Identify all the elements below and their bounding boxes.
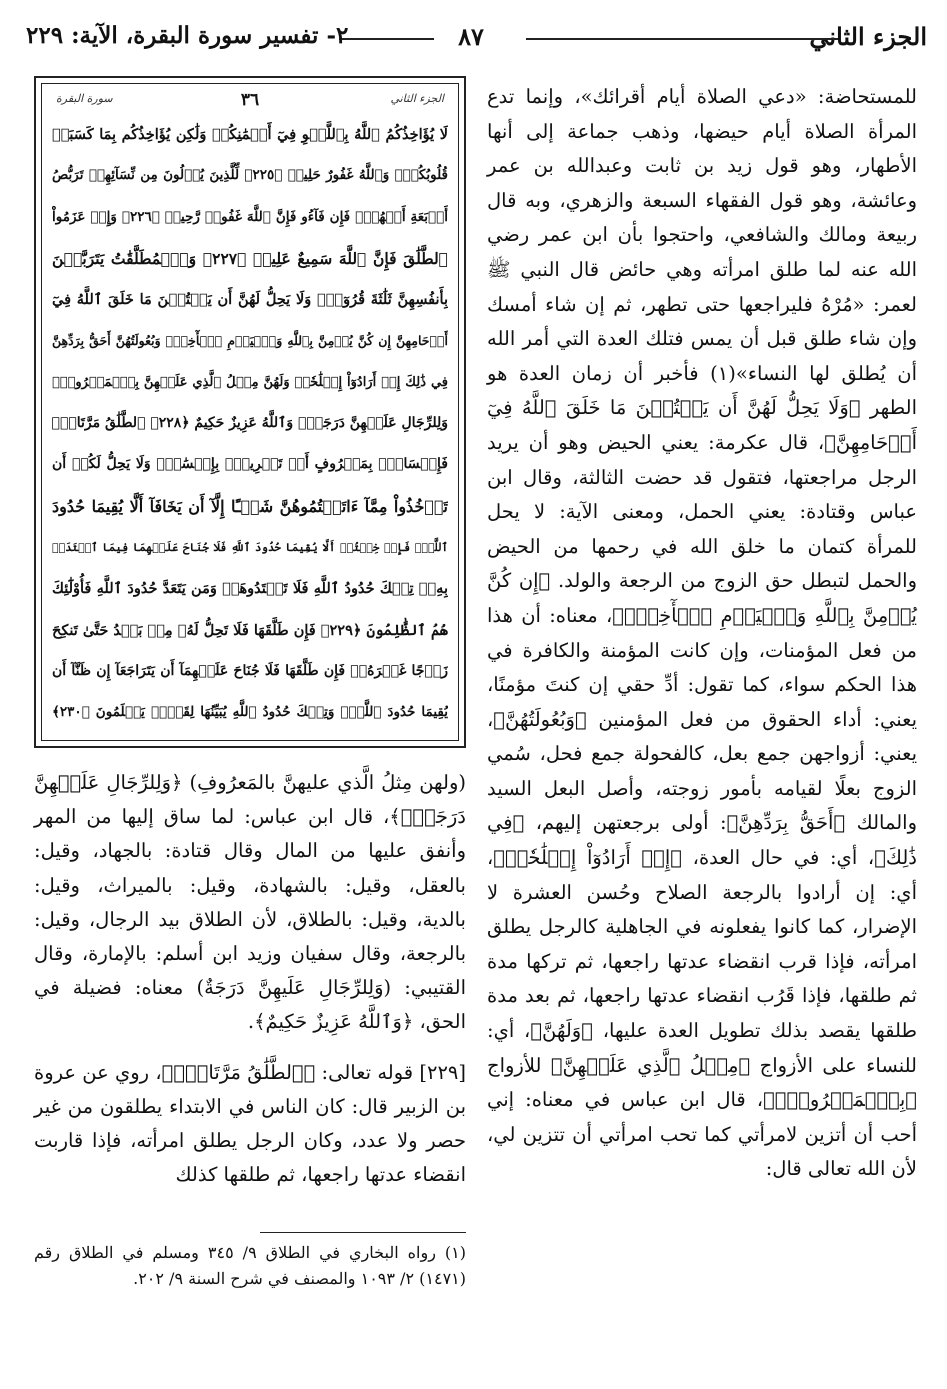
quran-page-number: ٣٦: [240, 90, 260, 110]
page-header: [26, 22, 927, 56]
quran-line: فِي ذَٰلِكَ إِنۡ أَرَادُوٓاْ إِصۡلَٰحٗاۚ وَلَهُنَّ مِثۡلُ ٱلَّذِي عَلَيۡهِنَّ بِٱلۡمَعۡرُوفِۚ: [52, 374, 448, 390]
commentary-paragraph: للمستحاضة: «دعي الصلاة أيام أقرائك»، وإنما تدع المرأة الصلاة أيام حيضها، وذهب جماعة إلى أنها الأطهار، وهو قول زيد بن ثابت وعبدالله بن عمر وعائشة، وهو قول الفقهاء السبعة والزهري، وبه قال ربيعة ومالك والشافعي، واحتجوا بأن ابن عمر رضي الله عنه لما طلق امرأته وهي حائض قال النبي ﷺ لعمر: «مُرْهُ فليراجعها حتى تطهر، ثم إن شاء أمسك وإن شاء طلق قبل أن يمس فتلك العدة التي أمر الله أن يُطلق لها النساء»(١) فأخبر أن زمان العدة هو الطهر ﴿وَلَا يَحِلُّ لَهُنَّ أَن يَكۡتُمۡنَ مَا خَلَقَ ٱللَّهُ فِيٓ أَرۡحَامِهِنَّ﴾، قال عكرمة: يعني الحيض وهو أن يريد الرجل مراجعتها، فتقول قد حضت الثالثة، وقال ابن عباس وقتادة: يعني الحمل، ومعنى الآية: لا يحل للمرأة كتمان ما خلق الله في رحمها من الحيض والحمل لتبطل حق الزوج من الرجعة والولد. ﴿إِن كُنَّ يُؤۡمِنَّ بِٱللَّهِ وَٱلۡيَوۡمِ ٱلۡأٓخِرِۚ﴾، معناه: أن هذا من فعل المؤمنات، وإن كانت المؤمنة والكافرة في هذا الحكم سواء، كما تقول: أدِّ حقي إن كنتَ مؤمنًا، يعني: أداء الحقوق من فعل المؤمنين ﴿وَبُعُولَتُهُنَّ﴾، يعني: أزواجهن جمع بعل، كالفحولة جمع فحل، سُمي الزوج بعلًا لقيامه بأمور زوجته، وأصل البعل السيد والمالك ﴿أَحَقُّ بِرَدِّهِنَّ﴾: أولى برجعتهن إليهم، ﴿فِي ذَٰلِكَ﴾، أي: في حال العدة، ﴿إِنۡ أَرَادُوٓاْ إِصۡلَٰحٗاۚ﴾، أي: إن أرادوا بالرجعة الصلاح وحُسن العشرة لا الإضرار، كما كانوا يفعلونه في الجاهلية كالرجل يطلق امرأته، فإذا قرب انقضاء عدتها راجعها، ثم تركها مدة ثم طلقها، فإذا قَرُب انقضاء عدتها راجعها، ثم بعد مدة طلقها يقصد بذلك تطويل العدة عليها، ﴿وَلَهُنَّ﴾، أي: للنساء على الأزواج ﴿مِثۡلُ ٱلَّذِي عَلَيۡهِنَّ﴾ للأزواج ﴿بِٱلۡمَعۡرُوفِۚ﴾، قال ابن عباس في معناه: إني أحب أن أتزين لامرأتي كما تحب امرأتي أن تتزين لي، لأن الله تعالى قال:: [487, 85, 917, 1181]
header-rule-left: [339, 38, 434, 40]
commentary-paragraph-1: (ولهن مِثلُ الَّذي عليهنَّ بالمَعرُوفِ) ﴿وَلِلرِّجَالِ عَلَيۡهِنَّ دَرَجَةٞۗ﴾، قال ابن عباس: لما ساق إليها من المهر وأنفق عليها من المال وقال قتادة: بالجهاد، وقيل: بالعقل، وقيل: بالشهادة، وقيل: بالميراث، وقيل: بالدية، وقيل: بالطلاق، لأن الطلاق بيد الرجال، وقيل: بالرجعة، وقال سفيان وزيد ابن أسلم: بالإمارة، وقال القتيبي: (وَلِلرِّجَالِ عَلَيهِنَّ دَرَجَةٌ) معناه: فضيلة في الحق، ﴿وَٱللَّهُ عَزِيزٌ حَكِيمٌ﴾.: [34, 771, 466, 1034]
page-number: ٨٧: [458, 22, 484, 51]
quran-line: ٱلطَّلَٰقَ فَإِنَّ ٱللَّهَ سَمِيعٌ عَلِيمٞ ﴿٢٢٧﴾ وَٱلۡمُطَلَّقَٰتُ يَتَرَبَّصۡنَ: [52, 248, 448, 268]
quran-line: ٱللَّهِۖ فَإِنۡ خِفۡتُمۡ أَلَّا يُقِيمَا حُدُودَ ٱللَّهِ فَلَا جُنَاحَ عَلَيۡهِمَا فِيمَا ٱفۡتَدَتۡ: [52, 540, 448, 554]
part-title: الجزء الثاني: [809, 22, 927, 51]
quran-line: يُقِيمَا حُدُودَ ٱللَّهِۗ وَتِلۡكَ حُدُودُ ٱللَّهِ يُبَيِّنُهَا لِقَوۡمٖ يَعۡلَمُونَ ﴿٢٣٠﴾: [52, 704, 448, 721]
header-rule-right: [526, 38, 838, 40]
quran-page-frame: [34, 76, 466, 748]
quran-line: أَرۡحَامِهِنَّ إِن كُنَّ يُؤۡمِنَّ بِٱللَّهِ وَٱلۡيَوۡمِ ٱلۡأٓخِرِۚ وَبُعُولَتُهُنَّ أَحَقُّ بِرَدِّهِنَّ: [52, 333, 448, 349]
quran-line: قُلُوبُكُمۡۗ وَٱللَّهُ غَفُورٌ حَلِيمٞ ﴿٢٢٥﴾ لِّلَّذِينَ يُؤۡلُونَ مِن نِّسَآئِهِمۡ تَرَبُّصُ: [52, 167, 448, 184]
footnote-rule: [260, 1232, 466, 1233]
quran-inner-frame: [41, 83, 459, 741]
quran-verses: [52, 114, 448, 733]
surah-reference: ٢- تفسير سورة البقرة، الآية: ٢٢٩: [26, 22, 349, 49]
quran-line: تَأۡخُذُواْ مِمَّآ ءَاتَيۡتُمُوهُنَّ شَيۡـًٔا إِلَّآ أَن يَخَافَآ أَلَّا يُقِيمَا حُدُودَ: [52, 496, 448, 516]
quran-line: زَوۡجًا غَيۡرَهُۥۗ فَإِن طَلَّقَهَا فَلَا جُنَاحَ عَلَيۡهِمَآ أَن يَتَرَاجَعَآ إِن ظَنَّآ أَن: [52, 662, 448, 679]
quran-line: لَا يُؤَاخِذُكُمُ ٱللَّهُ بِٱللَّغۡوِ فِيٓ أَيۡمَٰنِكُمۡ وَلَٰكِن يُؤَاخِذُكُم بِمَا كَسَبَتۡ: [52, 126, 448, 143]
quran-line: بِأَنفُسِهِنَّ ثَلَٰثَةَ قُرُوٓءٖۚ وَلَا يَحِلُّ لَهُنَّ أَن يَكۡتُمۡنَ مَا خَلَقَ ٱللَّهُ فِيٓ: [52, 291, 448, 309]
commentary-left-column: [34, 766, 466, 1192]
quran-line: وَلِلرِّجَالِ عَلَيۡهِنَّ دَرَجَةٞۗ وَٱللَّهُ عَزِيزٌ حَكِيمٌ ﴿٢٢٨﴾ ٱلطَّلَٰقُ مَرَّتَانِۖ: [52, 415, 448, 432]
quran-line: هُمُ ٱلظَّٰلِمُونَ ﴿٢٢٩﴾ فَإِن طَلَّقَهَا فَلَا تَحِلُّ لَهُۥ مِنۢ بَعۡدُ حَتَّىٰ تَنكِحَ: [52, 621, 448, 639]
quran-line: بِهِۦۗ تِلۡكَ حُدُودُ ٱللَّهِ فَلَا تَعۡتَدُوهَاۚ وَمَن يَتَعَدَّ حُدُودَ ٱللَّهِ فَأُوْلَٰٓئِكَ: [52, 580, 448, 598]
quran-juz-label: الجزء الثاني: [390, 92, 444, 105]
quran-surah-label: سورة البقرة: [56, 92, 113, 105]
quran-page-header: [56, 90, 444, 112]
quran-line: فَإِمۡسَاكُۢ بِمَعۡرُوفٍ أَوۡ تَسۡرِيحُۢ بِإِحۡسَٰنٖۗ وَلَا يَحِلُّ لَكُمۡ أَن: [52, 456, 448, 473]
quran-line: أَرۡبَعَةِ أَشۡهُرٖۖ فَإِن فَآءُو فَإِنَّ ٱللَّهَ غَفُورٞ رَّحِيمٞ ﴿٢٢٦﴾ وَإِنۡ عَزَمُواْ: [52, 208, 448, 225]
paragraph-gap: [34, 1040, 466, 1056]
commentary-right-column: [487, 80, 917, 1187]
commentary-paragraph-2: [٢٢٩] قوله تعالى: ﴿ٱلطَّلَٰقُ مَرَّتَانِۖ﴾، روي عن عروة بن الزبير قال: كان الناس في الابتداء يطلقون من غير حصر ولا عدد، وكان الرجل يطلق امرأته، فإذا قاربت انقضاء عدتها راجعها، ثم طلقها كذلك: [34, 1060, 466, 1187]
footnote: (١) رواه البخاري في الطلاق ٩/ ٣٤٥ ومسلم في الطلاق رقم (١٤٧١) ٢/ ١٠٩٣ والمصنف في شرح السنة ٩/ ٢٠٢.: [34, 1243, 466, 1288]
